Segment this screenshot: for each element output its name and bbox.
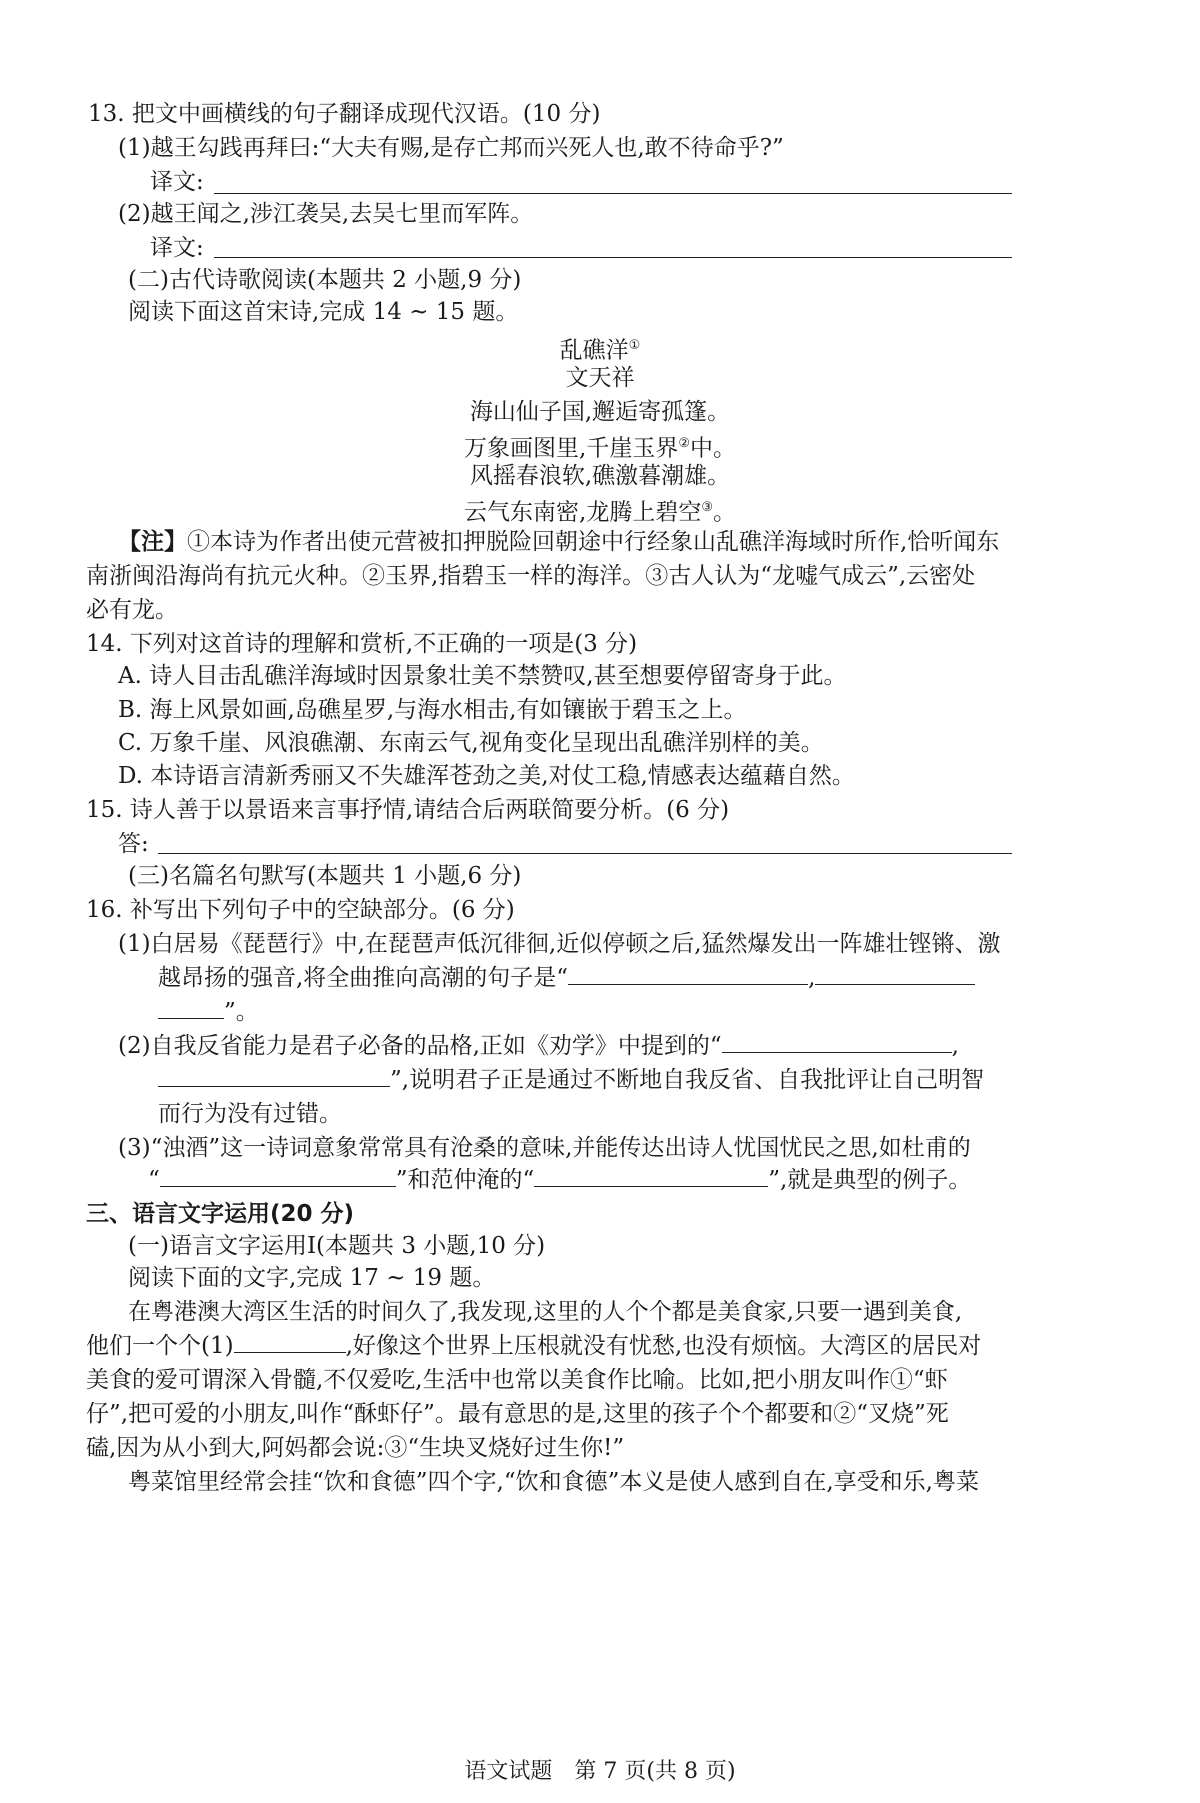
poem-title: 乱礁洋①: [559, 337, 641, 364]
passage-line-4: 仔”,把可爱的小朋友,叫作“酥虾仔”。最有意思的是,这里的孩子个个都要和②“叉烧”死: [86, 1401, 949, 1427]
poem-note-line-3: 必有龙。: [86, 597, 178, 623]
q14-option-b[interactable]: B. 海上风景如画,岛礁星罗,与海水相击,有如镶嵌于碧玉之上。: [118, 697, 747, 723]
q13-sentence-1: (1)越王勾践再拜曰:“大夫有赐,是存亡邦而兴死人也,敢不待命乎?”: [118, 135, 784, 161]
passage-line-5: 磕,因为从小到大,阿妈都会说:③“生块叉烧好过生你!”: [86, 1435, 625, 1461]
page-footer: 语文试题 第 7 页(共 8 页): [464, 1759, 736, 1784]
passage-line-1: 在粤港澳大湾区生活的时间久了,我发现,这里的人个个都是美食家,只要一遇到美食,: [128, 1299, 963, 1325]
q16-part1-line2: 越昂扬的强音,将全曲推向高潮的句子是“ ,: [158, 962, 975, 994]
passage-line-6: 粤菜馆里经常会挂“饮和食德”四个字,“饮和食德”本义是使人感到自在,享受和乐,粤菜: [128, 1469, 979, 1495]
q13-answer-line-2[interactable]: [214, 256, 1012, 258]
q13-answer-line-1[interactable]: [214, 192, 1012, 194]
passage-line-3: 美食的爱可谓深入骨髓,不仅爱吃,生活中也常以美食作比喻。比如,把小朋友叫作①“虾: [86, 1367, 948, 1393]
poem-line-3: 风摇春浪软,礁激暮潮雄。: [469, 463, 731, 489]
poem-note-line-2: 南浙闽沿海尚有抗元火种。②玉界,指碧玉一样的海洋。③古人认为“龙嘘气成云”,云密处: [86, 563, 976, 589]
q16-blank-2a[interactable]: [722, 1032, 952, 1053]
q14-option-a[interactable]: A. 诗人目击乱礁洋海域时因景象壮美不禁赞叹,甚至想要停留寄身于此。: [118, 663, 847, 689]
q16-blank-1b-start[interactable]: [815, 964, 975, 985]
passage-line-2: 他们一个个(1) ,好像这个世界上压根就没有忧愁,也没有烦恼。大湾区的居民对: [86, 1333, 982, 1359]
section3-sub-header: (一)语言文字运用Ⅰ(本题共 3 小题,10 分): [128, 1233, 546, 1259]
section3-instruction: 阅读下面的文字,完成 17 ~ 19 题。: [128, 1265, 496, 1291]
q16-part2-line1: (2)自我反省能力是君子必备的品格,正如《劝学》中提到的“ ,: [118, 1033, 959, 1059]
q16-part1-line1: (1)白居易《琵琶行》中,在琵琶声低沉徘徊,近似停顿之后,猛然爆发出一阵雄壮铿锵、激: [118, 931, 1001, 957]
q14-option-c[interactable]: C. 万象千崖、风浪礁潮、东南云气,视角变化呈现出乱礁洋别样的美。: [118, 730, 824, 756]
poem-note-line-1: 【注】①本诗为作者出使元营被扣押脱险回朝途中行经象山乱礁洋海域时所作,恰听闻东: [118, 528, 1000, 555]
q16-blank-2b[interactable]: [158, 1066, 390, 1087]
q13-answer-label-2: 译文:: [150, 235, 204, 261]
q16-part3-line2: “ ”和范仲淹的“ ”,就是典型的例子。: [148, 1167, 972, 1193]
q16-part2-line3: 而行为没有过错。: [158, 1101, 342, 1127]
q16-blank-3b[interactable]: [534, 1166, 768, 1187]
q14-title: 14. 下列对这首诗的理解和赏析,不正确的一项是(3 分): [86, 631, 638, 657]
q13-sentence-2: (2)越王闻之,涉江袭吴,去吴七里而军阵。: [118, 201, 534, 227]
q15-title: 15. 诗人善于以景语来言事抒情,请结合后两联简要分析。(6 分): [86, 797, 730, 823]
poem-line-4: 云气东南密,龙腾上碧空③。: [464, 499, 736, 526]
poem-line-2: 万象画图里,千崖玉界②中。: [464, 435, 736, 462]
q15-answer-label: 答:: [118, 831, 149, 857]
q16-blank-3a[interactable]: [160, 1166, 396, 1187]
memo-section-header: (三)名篇名句默写(本题共 1 小题,6 分): [128, 863, 522, 889]
q16-blank-1a[interactable]: [568, 964, 808, 985]
q13-answer-label-1: 译文:: [150, 169, 204, 195]
poem-author: 文天祥: [565, 365, 635, 391]
passage-blank-1[interactable]: [234, 1332, 346, 1353]
q13-title: 13. 把文中画横线的句子翻译成现代汉语。(10 分): [88, 101, 601, 127]
poetry-instruction: 阅读下面这首宋诗,完成 14 ~ 15 题。: [128, 299, 519, 325]
section3-header: 三、语言文字运用(20 分): [86, 1201, 355, 1227]
q15-answer-line[interactable]: [158, 852, 1012, 854]
q16-blank-1b-end[interactable]: [158, 998, 224, 1019]
poetry-section-header: (二)古代诗歌阅读(本题共 2 小题,9 分): [128, 267, 522, 293]
q16-part2-line2: ”,说明君子正是通过不断地自我反省、自我批评让自己明智: [158, 1064, 984, 1096]
poem-line-1: 海山仙子国,邂逅寄孤篷。: [469, 399, 731, 425]
q16-title: 16. 补写出下列句子中的空缺部分。(6 分): [86, 897, 515, 923]
q16-part3-line1: (3)“浊酒”这一诗词意象常常具有沧桑的意味,并能传达出诗人忧国忧民之思,如杜甫的: [118, 1135, 971, 1161]
q16-part1-line3: ”。: [158, 996, 259, 1028]
q14-option-d[interactable]: D. 本诗语言清新秀丽又不失雄浑苍劲之美,对仗工稳,情感表达蕴藉自然。: [118, 763, 855, 789]
